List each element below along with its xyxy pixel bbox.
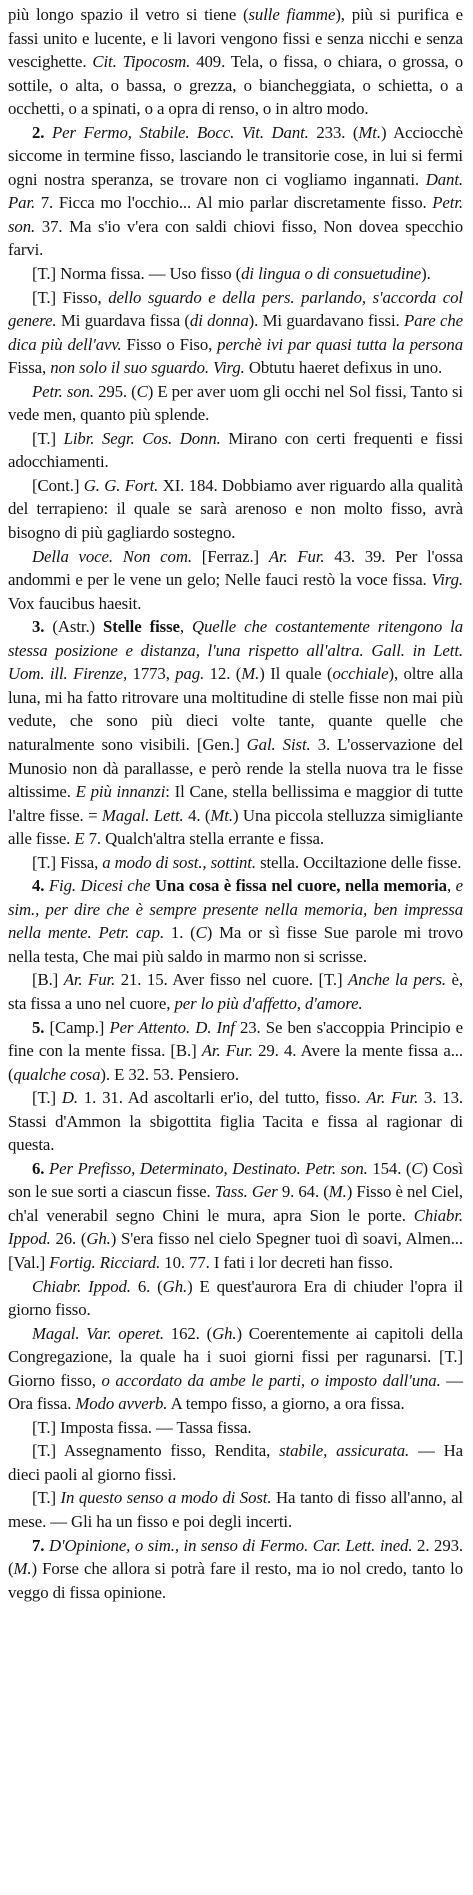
paragraph-16: Chiabr. Ippod. 6. (Gh.) E quest'aurora Era di chiuder l'opra il giorno fisso. (8, 1276, 463, 1320)
paragraph-13: 5. [Camp.] Per Attento. D. Inf 23. Se ben s'accoppia Principio e fine con la mente fissa. [B.] Ar. Fur. 29. 4. Avere la mente fissa a... (qualche cosa). E 32. 53. Pensiero. (8, 1017, 464, 1084)
paragraph-7: [Cont.] G. G. Fort. XI. 184. Dobbiamo aver riguardo alla qualità del terrapieno: il quale se sarà arenoso e non molto fisso, avrà bisogno di più gagliardo sostegno. (8, 475, 463, 543)
paragraph-6: [T.] Libr. Segr. Cos. Donn. Mirano con certi frequenti e fissi adocchiamenti. (8, 428, 464, 472)
paragraph-3: [T.] Norma fissa. — Uso fisso (di lingua o di consuetudine). (32, 264, 431, 284)
paragraph-20: [T.] In questo senso a modo di Sost. Ha tanto di fisso all'anno, al mese. — Gli ha un fisso e poi degli incerti. (8, 1488, 463, 1531)
paragraph-14: [T.] D. 1. 31. Ad ascoltarli er'io, del tutto, fisso. Ar. Fur. 3. 13. Stassi d'Ammon la sbigottita figlia Tacita e fissa al ragionar di questa. (8, 1088, 463, 1155)
paragraph-12: [B.] Ar. Fur. 21. 15. Aver fisso nel cuore. [T.] Anche la pers. è, sta fissa a uno nel cuore, per lo più d'affetto, d'amore. (8, 970, 463, 1013)
paragraph-2: 2. Per Fermo, Stabile. Bocc. Vit. Dant. 233. (Mt.) Acciocchè siccome in termine fisso, lasciando le transitorie cose, in lui si fermi ogni nostra speranza, se trovare non ci vogliamo ingannati. Dant. Par. 7. Ficca mo l'occhio... Al mio parlar discretamente fisso. Petr. son. 37. Ma s'io v'era con saldi chiovi fisso, Non dovea specchio farvi. (8, 122, 464, 260)
paragraph-1: più longo spazio il vetro si tiene (sulle fiamme), più si purifica e fassi unito e lucente, e li lavori vengono fissi e senza nicchi e senza vescighette. Cit. Tipocosm. 409. Tela, o fissa, o chiara, o grossa, o sottile, o alta, o bassa, o grezza, o biancheggiata, o schietta, o a occhetti, o a spinati, o a opra di renso, o in altro modo. (8, 5, 463, 119)
paragraph-15: 6. Per Prefisso, Determinato, Destinato. Petr. son. 154. (C) Così son le sue sorti a ciascun fisse. Tass. Ger 9. 64. (M.) Fisso è nel Ciel, ch'al venerabil segno Chini le mura, apra Sion le porte. Chiabr. Ippod. 26. (Gh.) S'era fisso nel cielo Spegner tuoi dì soavi, Almen... [Val.] Fortig. Ricciard. 10. 77. I fati i lor decreti han fisso. (8, 1158, 463, 1272)
paragraph-19: [T.] Assegnamento fisso, Rendita, stabile, assicurata. — Ha dieci paoli al giorno fissi. (8, 1441, 463, 1484)
paragraph-5: Petr. son. 295. (C) E per aver uom gli occhi nel Sol fissi, Tanto si vede men, quanto più splende. (8, 381, 463, 425)
paragraph-17: Magal. Var. operet. 162. (Gh.) Coerentemente ai capitoli della Congregazione, la quale ha i suoi giorni fissi per ragunarsi. [T.] Giorno fisso, o accordato da ambe le parti, o imposto dall'una. — Ora fissa. Modo avverb. A tempo fisso, a giorno, a ora fissa. (8, 1323, 463, 1414)
paragraph-9: 3. (Astr.) Stelle fisse, Quelle che costantemente ritengono la stessa posizione e distanza, l'una rispetto all'altra. Gall. in Lett. Uom. ill. Firenze, 1773, pag. 12. (M.) Il quale (occhiale), oltre alla luna, mi ha fatto ritrovare una moltitudine di stelle fisse non mai più vedute, che sono più dieci volte tante, quante quelle che naturalmente sono visibili. [Gen.] Gal. Sist. 3. L'osservazione del Munosio non dà parallasse, e però rende la stella nuova tra le fisse altissime. E più innanzi: Il Cane, stella bellissima e maggior di tutte l'altre fisse. = Magal. Lett. 4. (Mt.) Una piccola stelluzza simigliante alle fisse. E 7. Qualch'altra stella errante e fissa. (8, 617, 464, 849)
paragraph-21: 7. D'Opinione, o sim., in senso di Fermo. Car. Lett. ined. 2. 293. (M.) Forse che allora si potrà fare il resto, ma io nol credo, tanto lo veggo di fissa opinione. (8, 1535, 463, 1602)
paragraph-4: [T.] Fisso, dello sguardo e della pers. parlando, s'accorda col genere. Mi guardava fissa (di donna). Mi guardavano fissi. Pare che dica più dell'avv. Fisso o Fiso, perchè ivi par quasi tutta la persona Fissa, non solo il suo sguardo. Virg. Obtutu haeret defixus in uno. (8, 287, 463, 378)
paragraph-18: [T.] Imposta fissa. — Tassa fissa. (32, 1417, 252, 1437)
paragraph-11: 4. Fig. Dicesi che Una cosa è fissa nel cuore, nella memoria, e sim., per dire che è sempre presente nella memoria, ben impressa nella mente. Petr. cap. 1. (C) Ma or sì fisse Sue parole mi trovo nella testa, Che mai più saldo in marmo non si scrisse. (8, 876, 463, 966)
paragraph-10: [T.] Fissa, a modo di sost., sottint. stella. Occiltazione delle fisse. (32, 852, 462, 872)
paragraph-8: Della voce. Non com. [Ferraz.] Ar. Fur. 43. 39. Per l'ossa andommi e per le vene un gelo; Nelle fauci restò la voce fissa. Virg. Vox faucibus haesit. (8, 546, 463, 613)
